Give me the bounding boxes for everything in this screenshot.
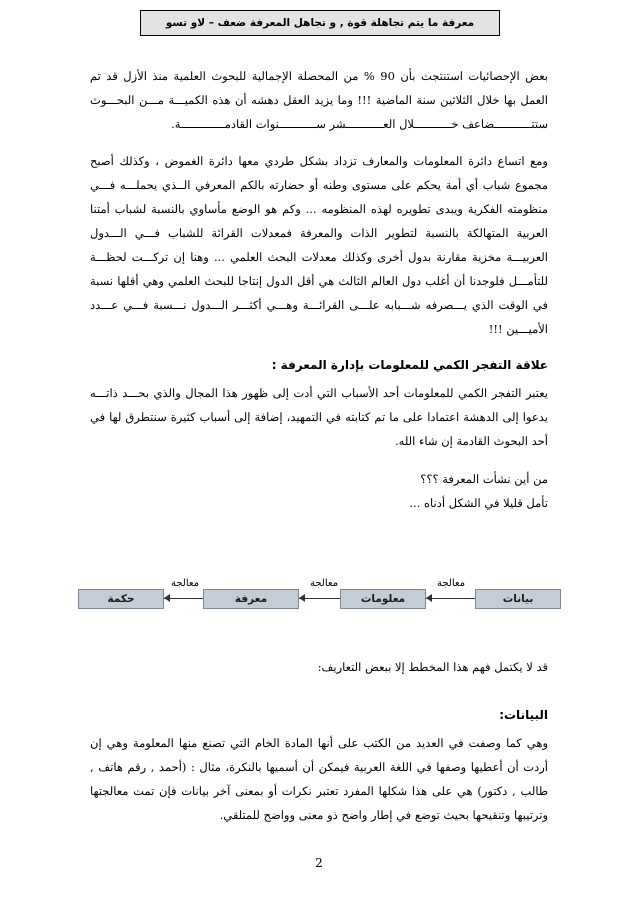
arrow-head bbox=[426, 594, 432, 602]
node-knowledge bbox=[203, 589, 299, 609]
node-information bbox=[340, 589, 426, 609]
arrow-line bbox=[426, 598, 475, 599]
knowledge-flow-diagram bbox=[78, 578, 561, 614]
paragraph-intro: بعض الإحصائيات استنتجت بأن 90 % من المحصلة الإجمالية للبحوث العلمية منذ الأزل قد تم العمل بها خلال الثلاثين سنة الماضية !!! وما يزيد العقل دهشه أن هذه الكميـــة مـــن البحـــوث ستتـــــــــــضاعف خـــــــــــلال العـــــــــــشر ســـــــــــنوات القادمـــــــــــــة. bbox=[90, 69, 548, 131]
page-header-quote bbox=[140, 10, 500, 36]
paragraph-information-expansion: ومع اتساع دائرة المعلومات والمعارف تزداد بشكل طردي معها دائرة الغموض ، وكذلك أصبح مجموع شباب أي أمة يحكم على مستوى وطنه أو حضارته بالكم المعرفي الــذي يحملـــه فـــي منظومته الفكرية ويبدى تطويره لهذه المنظومه ... وكم هو الوضع مأساوي بالنسبة لشباب أمتنا العربية المتهالكة بالنسبة لتطوير الذات والمعرفة فمعدلات القرائة للشباب فـــي الـــدول العربيـــة مخزية مقارنة بدول أخرى وكذلك معدلات البحث العلمي ... وهنا إن تركـــت لحظـــة للتأمـــل فلوجدنا أن أغلب دول العالم الثالث هي أقل الدول إنتاجا للبحث العلمي وهي أقلها نسبة في الوقت الذي يـــصرفه شـــبابه علـــى القرائـــة وهـــي أكثـــر الـــدول نـــسبة فـــي عـــدد الأميـــين !!! bbox=[90, 154, 548, 336]
instruction-look-below: تأمل قليلا في الشكل أدناه ... bbox=[409, 496, 548, 510]
section-heading-relation: علاقة التفجر الكمي للمعلومات بإدارة المعرفة : bbox=[271, 358, 548, 372]
paragraph-data-definition: وهي كما وصفت في العديد من الكتب على أنها المادة الخام التي تصنع منها المعلومة وهي إن أردت أن أعطيها وصفها في اللغة العربية فيمكن أن أسميها بالنكرة، مثال : (أحمد , رقم هاتف , طالب , دكتور) هي على هذا شكلها المفرد تعتبر نكرات أو بمعنى آخر بيانات فإن تمت معالجتها وترتيبها وتنقيحها بحيث توضع في إطار واضح ذو معنى وواضح للمتلقي. bbox=[90, 736, 548, 822]
node-label: حكمة bbox=[107, 593, 135, 605]
definitions-text bbox=[90, 655, 548, 827]
section-heading-data: البيانات: bbox=[499, 708, 548, 722]
node-data bbox=[475, 589, 561, 609]
header-quote-text: معرفة ما يتم تجاهلة قوة , و تجاهل المعرفة ضعف – لاو تسو bbox=[165, 17, 475, 29]
node-wisdom bbox=[78, 589, 164, 609]
main-text bbox=[90, 64, 548, 515]
node-label: معلومات bbox=[360, 593, 406, 605]
node-label: بيانات bbox=[502, 593, 534, 605]
diagram-note: قد لا يكتمل فهم هذا المخطط إلا ببعض التعاريف: bbox=[317, 660, 548, 674]
node-label: معرفة bbox=[234, 593, 268, 605]
arrow-label-processing: معالجة bbox=[170, 578, 200, 589]
page-number: 2 bbox=[315, 856, 323, 870]
paragraph-relation: يعتبر التفجر الكمي للمعلومات أحد الأسباب التي أدت إلى ظهور هذا المجال والذي بحـــد ذاتـــه يدعوا إلى الدهشة اعتمادا على ما تم كتابته في التمهيد، إضافة إلى أسباب كثيرة سنتطرق لها في أحد البحوث القادمة إن شاء الله. bbox=[90, 386, 548, 448]
arrow-label-processing: معالجة bbox=[309, 578, 339, 589]
question-origin: من أين نشأت المعرفة ؟؟؟ bbox=[420, 472, 548, 486]
arrow-head bbox=[299, 594, 305, 602]
arrow-line bbox=[299, 598, 340, 599]
arrow-label-processing: معالجة bbox=[436, 578, 466, 589]
arrow-head bbox=[164, 594, 170, 602]
